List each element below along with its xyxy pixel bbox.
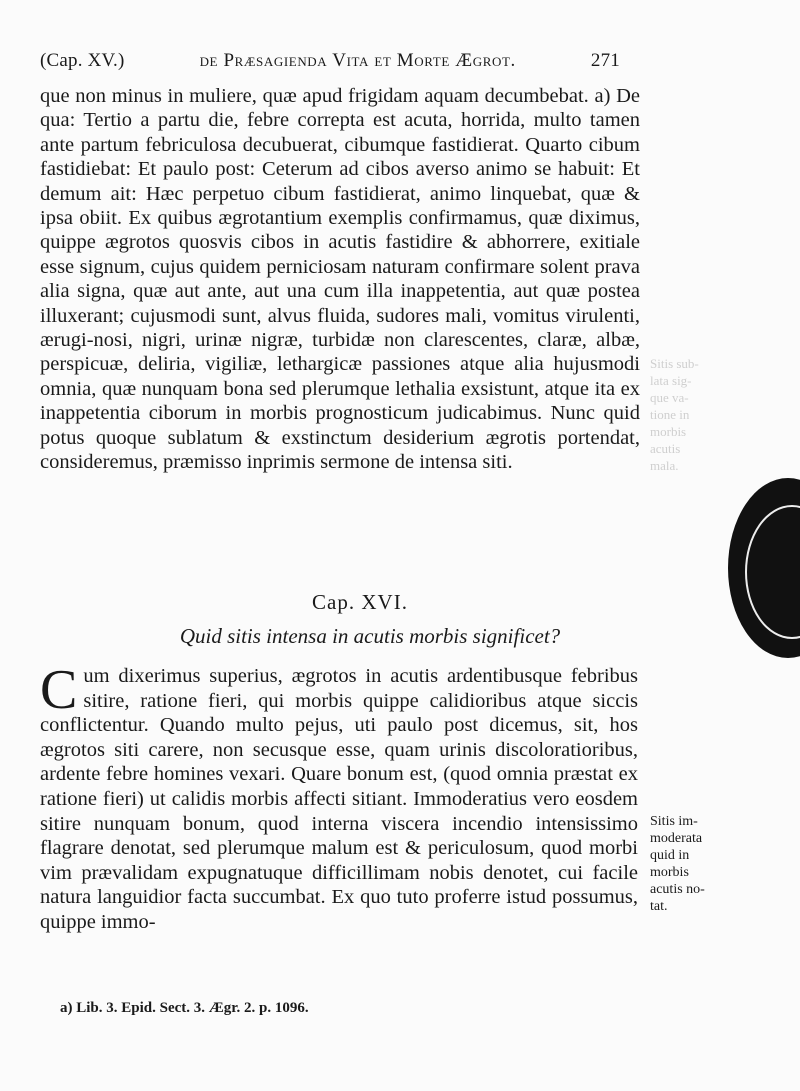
chapter-heading-text: Cap. XVI.	[312, 590, 408, 614]
ghost-line: tione in	[650, 407, 690, 422]
drop-cap: C	[40, 659, 78, 721]
bleed-through-margin-note	[650, 355, 720, 474]
page-number: 271	[590, 50, 620, 71]
margin-note-line: quid in	[650, 848, 690, 863]
ghost-line: acutis	[650, 441, 681, 456]
chapter-subtitle	[0, 624, 800, 649]
chapter-text	[40, 659, 638, 935]
chapter-subtitle-text: Quid sitis intensa in acutis morbis significet?	[179, 624, 561, 648]
footnote: a) Lib. 3. Epid. Sect. 3. Ægr. 2. p. 1096.	[60, 1000, 309, 1016]
margin-note-line: acutis no-	[650, 882, 705, 897]
margin-note-line: tat.	[650, 899, 668, 914]
ghost-line: Sitis sub-	[650, 356, 699, 371]
ghost-line: mala.	[650, 458, 679, 473]
margin-note-line: Sitis im-	[650, 814, 698, 829]
running-title: de Præsagienda Vita et Morte Ægrot.	[199, 50, 516, 71]
margin-note	[650, 813, 730, 915]
chapter-reference: (Cap. XV.)	[40, 50, 125, 71]
margin-note-line: morbis	[650, 865, 689, 880]
chapter-paragraph: um dixerimus superius, ægrotos in acutis ardentibusque febribus sitire, ratione fieri, qui morbis quippe calidioribus atque siccis conflictentur. Quando multo pejus, uti paulo post dicemus, sit, hos ægrotos siti carere, non secusque esse, quam urinis discoloratioribus, ardente febre homines vexari. Quare bonum est, (quod omnia præstat ex ratione fieri) ut calidis morbis affecti sitiant. Immoderatius vero eosdem sitire nunquam bonum, quod interna viscera incendio intensissimo flagrare denotat, sed plerumque malum est & periculosum, quod morbi vim prævalidam expugnatuque difficillimam nobis denotet, cui facile natura languidior facta succumbat. Ex quo tuto proferre istud possumus, quippe immo-	[40, 665, 638, 933]
ghost-line: lata sig-	[650, 373, 692, 388]
ghost-line: que va-	[650, 390, 689, 405]
body-paragraph: que non minus in muliere, quæ apud frigidam aquam decumbebat. a) De qua: Tertio a partu die, febre correpta est acuta, horrida, multo tamen ante partum febriculosa decubuerat, cibumque fastidierat. Quarto cibum fastidiebat: Et paulo post: Ceterum ad cibos averso animo se habuit: Et demum ait: Hæc perpetuo cibum fastidierat, animo linquebat, quæ & ipsa obiit. Ex quibus ægrotantium exemplis confirmamus, quæ diximus, quippe ægrotos quosvis cibos in acutis fastidire & abhorrere, exitiale esse signum, cujus quidem perniciosam naturam confirmare solent prava alia signa, quæ aut ante, aut una cum illa inappetentia, aut quæ postea illuxerant; cujusmodi sunt, alvus fluida, sudores mali, vomitus virulenti, ærugi-nosi, nigri, urinæ nigræ, turbidæ non clarescentes, claræ, albæ, perspicuæ, deliria, vigiliæ, lethargicæ passiones atque alia hujusmodi omnia, quæ nunquam bona sed plerumque lethalia exsistunt, atque ita ex inappetentia ciborum in morbis prognosticum judicabimus. Nunc quid potus quoque sublatum & exstinctum desiderium ægrotis portendat, consideremus, præmisso inprimis sermone de intensa siti.	[40, 85, 640, 474]
running-header	[40, 50, 620, 72]
margin-note-line: moderata	[650, 831, 703, 846]
ghost-line: morbis	[650, 424, 687, 439]
body-text	[40, 84, 640, 475]
chapter-heading	[0, 590, 800, 615]
